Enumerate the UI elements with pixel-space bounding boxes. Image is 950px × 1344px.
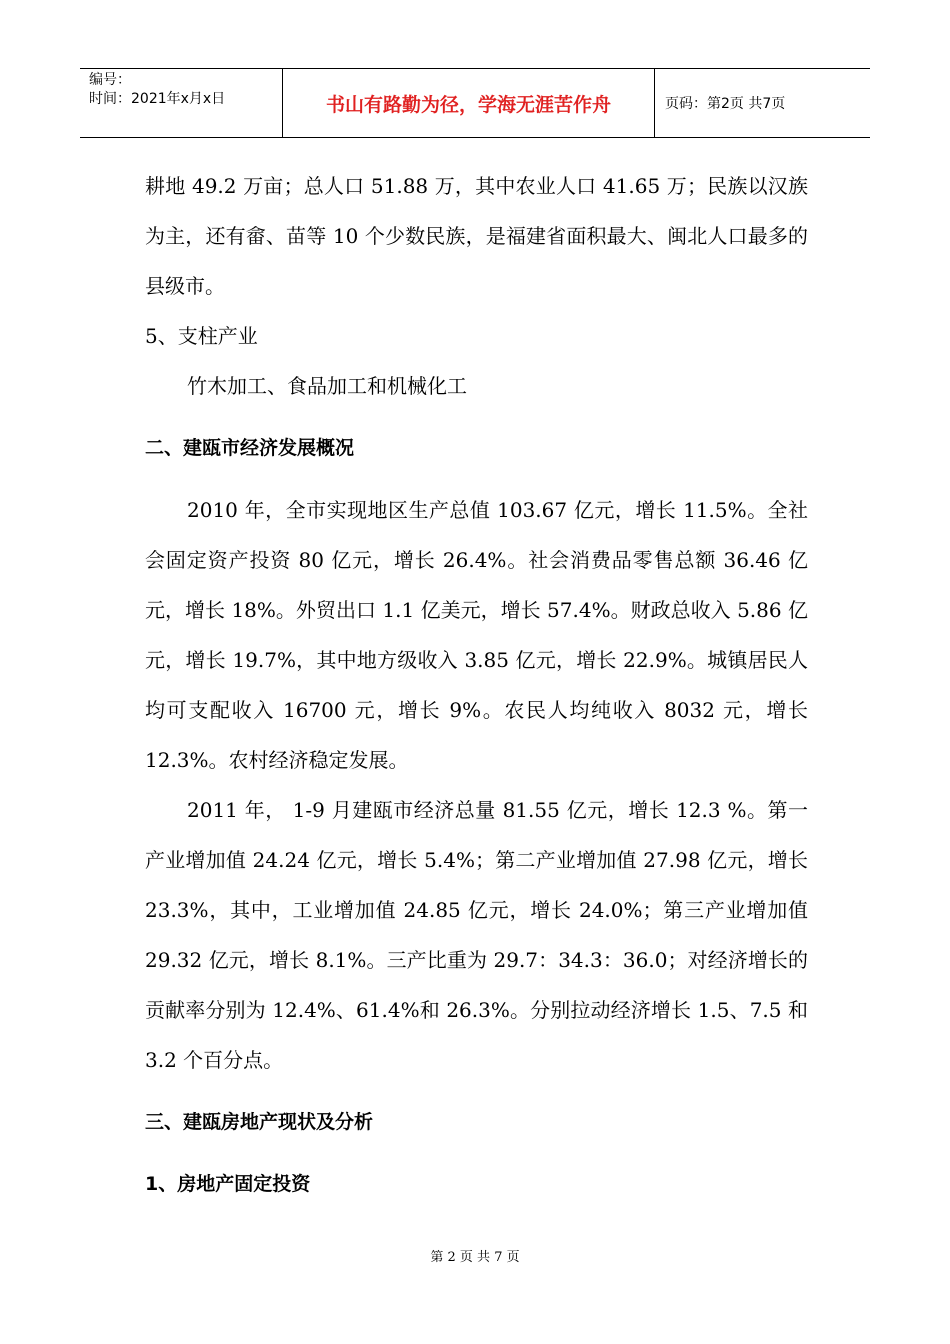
page-header xyxy=(80,68,870,138)
header-motto: 书山有路勤为径，学海无涯苦作舟 xyxy=(283,69,655,137)
heading-fixed-investment: 1、房地产固定投资 xyxy=(145,1173,311,1195)
section-pillar-industry: 5、支柱产业 xyxy=(145,324,258,348)
page-footer: 第 2 页 共 7 页 xyxy=(430,1250,520,1265)
paragraph-2010-economy: 2010 年，全市实现地区生产总值 103.67 亿元，增长 11.5%。全社会固定资产投资 80 亿元，增长 26.4%。社会消费品零售总额 36.46 亿元，增长 18%。外贸出口 1.1 亿美元，增长 57.4%。财政总收入 5.86 亿元，增长 19.7%，其中地方级收入 3.85 亿元，增长 22.9%。城镇居民人均可支配收入 16700 元，增长 9%。农民人均纯收入 8032 元，增长 12.3%。农村经济稳定发展。 xyxy=(145,498,808,772)
heading-real-estate: 三、建瓯房地产现状及分析 xyxy=(145,1111,374,1133)
paragraph-population: 耕地 49.2 万亩；总人口 51.88 万，其中农业人口 41.65 万；民族以汉族为主，还有畲、苗等 10 个少数民族，是福建省面积最大、闽北人口最多的县级市。 xyxy=(145,174,808,298)
header-page-label: 页码：第2页 共7页 xyxy=(665,96,786,112)
document-body xyxy=(145,160,808,1209)
header-meta xyxy=(80,69,283,137)
paragraph-2011-economy: 2011 年， 1-9 月建瓯市经济总量 81.55 亿元，增长 12.3 %。第一产业增加值 24.24 亿元，增长 5.4%；第二产业增加值 27.98 亿元，增长 23.3%，其中，工业增加值 24.85 亿元，增长 24.0%；第三产业增加值 29.32 亿元，增长 8.1%。三产比重为 29.7：34.3：36.0；对经济增长的贡献率分别为 12.4%、61.4%和 26.3%。分别拉动经济增长 1.5、7.5 和 3.2 个百分点。 xyxy=(145,798,808,1072)
number-label: 编号： xyxy=(89,72,131,88)
paragraph-pillar-industry: 竹木加工、食品加工和机械化工 xyxy=(187,374,467,398)
time-label: 时间：2021年x月x日 xyxy=(89,91,226,107)
heading-economy: 二、建瓯市经济发展概况 xyxy=(145,437,355,459)
